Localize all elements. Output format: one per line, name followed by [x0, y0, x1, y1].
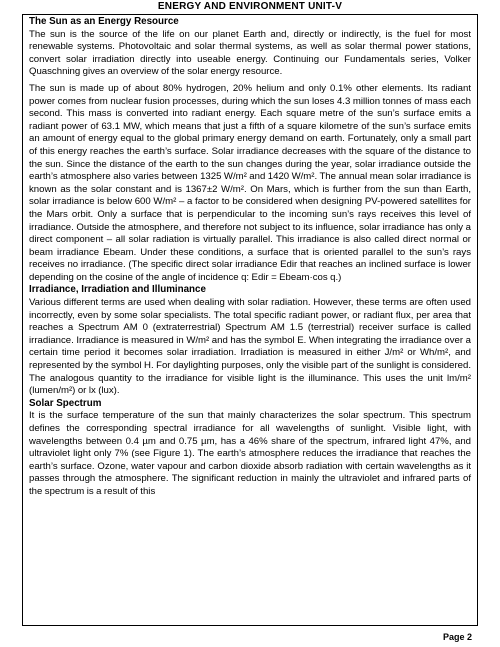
section-heading-irradiance: Irradiance, Irradiation and Illuminance	[29, 284, 206, 296]
section-heading-solar-spectrum: Solar Spectrum	[29, 397, 102, 409]
paragraph-irradiance: Various different terms are used when dealing with solar radiation. However, these terms are often used incorrectly, even by some solar specialists. The total specific radiant power, or radiant flux, per area that reaches a Spectrum AM 0 (extraterrestrial) Spectrum AM 1.5 (terrestrial) receiver surface is called irradiance. Irradiance is measured in W/m² and has the symbol E. When integrating the irradiance over a certain time period it becomes solar irradiation. Irradiation is measured in either J/m² or Wh/m², and represented by the symbol H. For daylighting purposes, only the visible part of the sunlight is considered. The analogous quantity to the irradiance for visible light is the illuminance. This uses the unit lm/m² (lumen/m²) or lx (lux).	[29, 297, 471, 397]
paragraph-solar-spectrum: It is the surface temperature of the sun that mainly characterizes the solar spectrum. This spectrum defines the corresponding spectral irradiance for all wavelengths of sunlight. Visible light, with wavelengths between 0.4 µm and 0.75 µm, has a 46% share of the spectrum, infrared light 47%, and ultraviolet light only 7% (see Figure 1). The earth’s atmosphere reduces the irradiance that reaches the earth’s surface. Ozone, water vapour and carbon dioxide absorb radiation with certain wavelengths as it passes through the atmosphere. The significant reduction in mainly the ultraviolet and infrared parts of the spectrum is a result of this	[29, 410, 471, 497]
section-heading-sun-energy-resource: The Sun as an Energy Resource	[29, 16, 179, 27]
paragraph-sun-composition: The sun is made up of about 80% hydrogen, 20% helium and only 0.1% other elements. Its radiant power comes from nuclear fusion processes, during which the sun loses 4.3 million tonnes of mass each second. This mass is converted into radiant energy. Each square metre of the sun’s surface emits a radiant power of 63.1 MW, which means that just a fifth of a square kilometre of the sun’s surface emits an amount of energy equal to the global primary energy demand on earth. Fortunately, only a small part of this energy reaches the earth’s surface. Solar irradiance decreases with the square of the distance to the sun. Since the distance of the earth to the sun changes during the year, solar irradiance outside the earth’s atmosphere also varies between 1325 W/m² and 1420 W/m². The annual mean solar irradiance is known as the solar constant and is 1367±2 W/m². On Mars, which is further from the sun than Earth, solar irradiance is below 600 W/m² – a factor to be considered when designing PV-powered satellites for the Mars orbit. Only a surface that is perpendicular to the incoming sun’s rays receives this level of irradiance. Outside the atmosphere, and therefore not subject to its influence, solar irradiance has only a direct component – all solar radiation is virtually parallel. This irradiance is also called direct normal or beam irradiance Ebeam. Under these conditions, a surface that is oriented parallel to the sun’s rays receives no irradiance. (The specific direct solar irradiance Edir that reaches an inclined surface is lower depending on the cosine of the angle of incidence q: Edir = Ebeam·cos q.)	[29, 82, 471, 283]
page-content-frame	[22, 14, 478, 626]
page-header: ENERGY AND ENVIRONMENT UNIT-V	[157, 1, 343, 12]
page-number: Page 2	[442, 632, 472, 642]
paragraph-intro: The sun is the source of the life on our planet Earth and, directly or indirectly, is the fuel for most renewable systems. Photovoltaic and solar thermal systems, as well as solar thermal power stations, convert solar irradiation directly into useable energy. Continuing our Fundamentals series, Volker Quaschning gives an overview of the solar energy resource.	[29, 28, 471, 78]
